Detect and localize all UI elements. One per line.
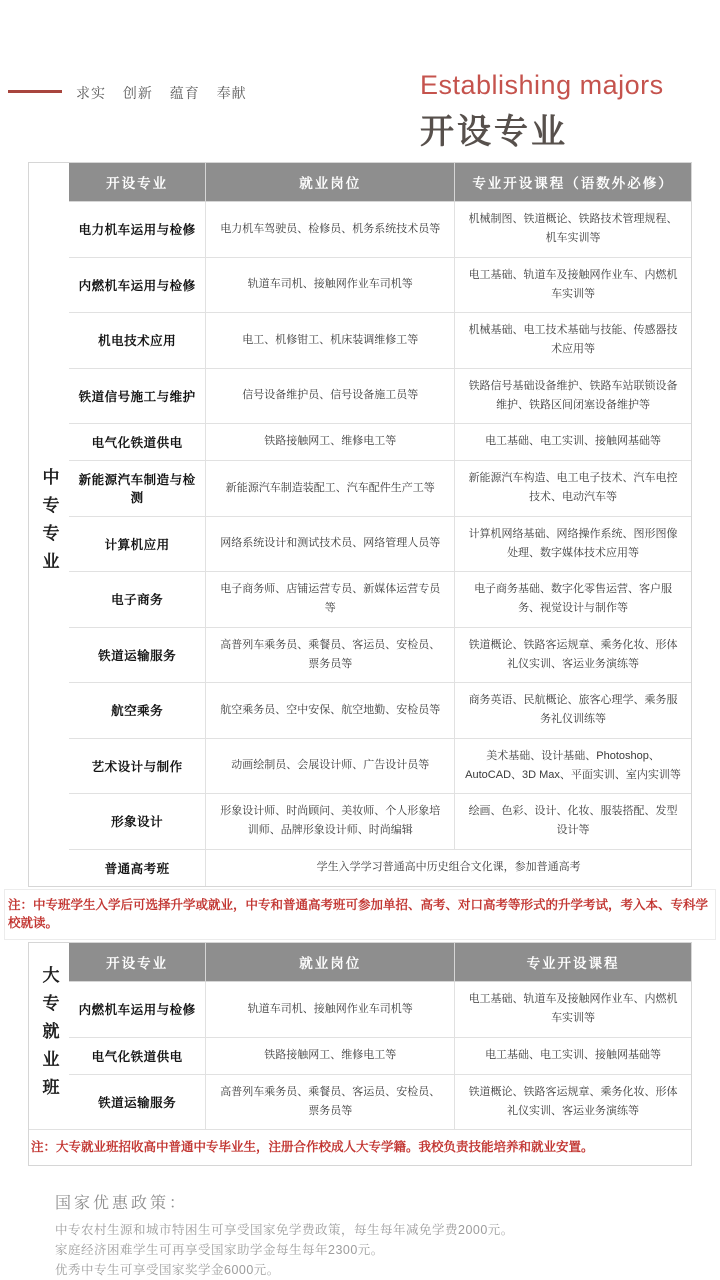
- page-header: [0, 0, 720, 162]
- major-cell: 内燃机车运用与检修: [69, 982, 206, 1038]
- major-cell: 铁道信号施工与维护: [69, 368, 206, 424]
- header-major: 开设专业: [69, 163, 206, 202]
- section-side-label-dazhuan: 大专就业班: [39, 966, 59, 1106]
- jobs-cell: 动画绘制员、会展设计师、广告设计员等: [206, 738, 455, 794]
- courses-cell: 新能源汽车构造、电工电子技术、汽车电控技术、电动汽车等: [455, 461, 691, 517]
- table-row: [69, 461, 691, 517]
- courses-cell: 铁路信号基础设备维护、铁路车站联锁设备维护、铁路区间闭塞设备维护等: [455, 368, 691, 424]
- jobs-cell: 铁路接触网工、维修电工等: [206, 424, 455, 461]
- courses-cell: 电子商务基础、数字化零售运营、客户服务、视觉设计与制作等: [455, 572, 691, 628]
- major-cell: 电气化铁道供电: [69, 1037, 206, 1074]
- courses-cell: 铁道概论、铁路客运规章、乘务化妆、形体礼仪实训、客运业务演练等: [455, 627, 691, 683]
- major-cell: 电力机车运用与检修: [69, 202, 206, 258]
- major-cell: 电气化铁道供电: [69, 424, 206, 461]
- courses-cell: 美术基础、设计基础、Photoshop、AutoCAD、3D Max、平面实训、室内实训等: [455, 738, 691, 794]
- table-header-row: [69, 163, 691, 202]
- jobs-cell: 轨道车司机、接触网作业车司机等: [206, 257, 455, 313]
- table-row: [69, 1074, 691, 1129]
- courses-cell: 绘画、色彩、设计、化妆、服装搭配、发型设计等: [455, 794, 691, 850]
- courses-cell: 电工基础、轨道车及接触网作业车、内燃机车实训等: [455, 982, 691, 1038]
- header-courses: 专业开设课程（语数外必修）: [455, 163, 691, 202]
- jobs-cell: 高普列车乘务员、乘餐员、客运员、安检员、票务员等: [206, 627, 455, 683]
- jobs-cell: 铁路接触网工、维修电工等: [206, 1037, 455, 1074]
- table-row: [69, 1037, 691, 1074]
- table-row: [69, 683, 691, 739]
- table-row: [69, 572, 691, 628]
- table-row: [69, 516, 691, 572]
- policy-title: 国家优惠政策：: [55, 1194, 189, 1212]
- section-side-label-zhongzhuan: 中专专业: [39, 468, 59, 581]
- courses-cell: 电工基础、轨道车及接触网作业车、内燃机车实训等: [455, 257, 691, 313]
- courses-cell: 机械制图、铁道概论、铁路技术管理规程、机车实训等: [455, 202, 691, 258]
- major-cell: 形象设计: [69, 794, 206, 850]
- major-cell: 新能源汽车制造与检测: [69, 461, 206, 517]
- table-row: [69, 424, 691, 461]
- major-cell: 铁道运输服务: [69, 627, 206, 683]
- table-row: [69, 982, 691, 1038]
- major-cell: 普通高考班: [69, 849, 206, 886]
- jobs-cell: 电力机车驾驶员、检修员、机务系统技术员等: [206, 202, 455, 258]
- jobs-cell: 形象设计师、时尚顾问、美妆师、个人形象培训师、品牌形象设计师、时尚编辑: [206, 794, 455, 850]
- major-cell: 艺术设计与制作: [69, 738, 206, 794]
- jobs-cell: 信号设备维护员、信号设备施工员等: [206, 368, 455, 424]
- courses-cell: 机械基础、电工技术基础与技能、传感器技术应用等: [455, 313, 691, 369]
- dazhuan-employment-table: [69, 943, 691, 1129]
- page-title: 开设专业: [420, 113, 568, 151]
- decorative-red-line: [8, 90, 62, 93]
- jobs-cell: 轨道车司机、接触网作业车司机等: [206, 982, 455, 1038]
- table-row: [69, 257, 691, 313]
- table-header-row: [69, 943, 691, 982]
- jobs-cell: 新能源汽车制造装配工、汽车配件生产工等: [206, 461, 455, 517]
- table-row: [69, 368, 691, 424]
- header-jobs: 就业岗位: [206, 943, 455, 982]
- gaokao-class-description-cell: 学生入学学习普通高中历史组合文化课，参加普通高考: [206, 849, 691, 886]
- policy-line: 优秀中专生可享受国家奖学金6000元。: [55, 1262, 280, 1277]
- table-row: [69, 627, 691, 683]
- courses-cell: 电工基础、电工实训、接触网基础等: [455, 1037, 691, 1074]
- dazhuan-note: 注：大专就业班招收高中普通中专毕业生，注册合作校成人大专学籍。我校负责技能培养和就业安置。: [29, 1129, 691, 1165]
- major-cell: 铁道运输服务: [69, 1074, 206, 1129]
- title-block: [420, 70, 664, 153]
- major-cell: 电子商务: [69, 572, 206, 628]
- table-row: [69, 313, 691, 369]
- courses-cell: 电工基础、电工实训、接触网基础等: [455, 424, 691, 461]
- table-row: [69, 202, 691, 258]
- jobs-cell: 航空乘务员、空中安保、航空地勤、安检员等: [206, 683, 455, 739]
- header-major: 开设专业: [69, 943, 206, 982]
- zhongzhuan-majors-table: [69, 163, 691, 886]
- courses-cell: 铁道概论、铁路客运规章、乘务化妆、形体礼仪实训、客运业务演练等: [455, 1074, 691, 1129]
- policy-line: 家庭经济困难学生可再享受国家助学金每生每年2300元。: [55, 1242, 384, 1257]
- zhongzhuan-note: 注：中专班学生入学后可选择升学或就业，中专和普通高考班可参加单招、高考、对口高考等形式的升学考试，考入本、专科学校就读。: [4, 889, 716, 941]
- major-cell: 机电技术应用: [69, 313, 206, 369]
- courses-cell: 计算机网络基础、网络操作系统、图形图像处理、数字媒体技术应用等: [455, 516, 691, 572]
- major-cell: 航空乘务: [69, 683, 206, 739]
- major-cell: 内燃机车运用与检修: [69, 257, 206, 313]
- table-row: [69, 849, 691, 886]
- national-policy-section: [55, 1190, 720, 1280]
- policy-line: 中专农村生源和城市特困生可享受国家免学费政策，每生每年减免学费2000元。: [55, 1222, 514, 1237]
- jobs-cell: 高普列车乘务员、乘餐员、客运员、安检员、票务员等: [206, 1074, 455, 1129]
- table-row: [69, 738, 691, 794]
- header-courses: 专业开设课程: [455, 943, 691, 982]
- table-row: [69, 794, 691, 850]
- major-cell: 计算机应用: [69, 516, 206, 572]
- zhongzhuan-majors-table-box: [28, 162, 692, 887]
- jobs-cell: 网络系统设计和测试技术员、网络管理人员等: [206, 516, 455, 572]
- header-jobs: 就业岗位: [206, 163, 455, 202]
- school-motto: 求实 创新 蕴育 奉献: [76, 85, 247, 101]
- dazhuan-employment-table-box: [28, 942, 692, 1166]
- page-title-english: Establishing majors: [420, 70, 664, 100]
- jobs-cell: 电工、机修钳工、机床装调维修工等: [206, 313, 455, 369]
- courses-cell: 商务英语、民航概论、旅客心理学、乘务服务礼仪训练等: [455, 683, 691, 739]
- jobs-cell: 电子商务师、店铺运营专员、新媒体运营专员等: [206, 572, 455, 628]
